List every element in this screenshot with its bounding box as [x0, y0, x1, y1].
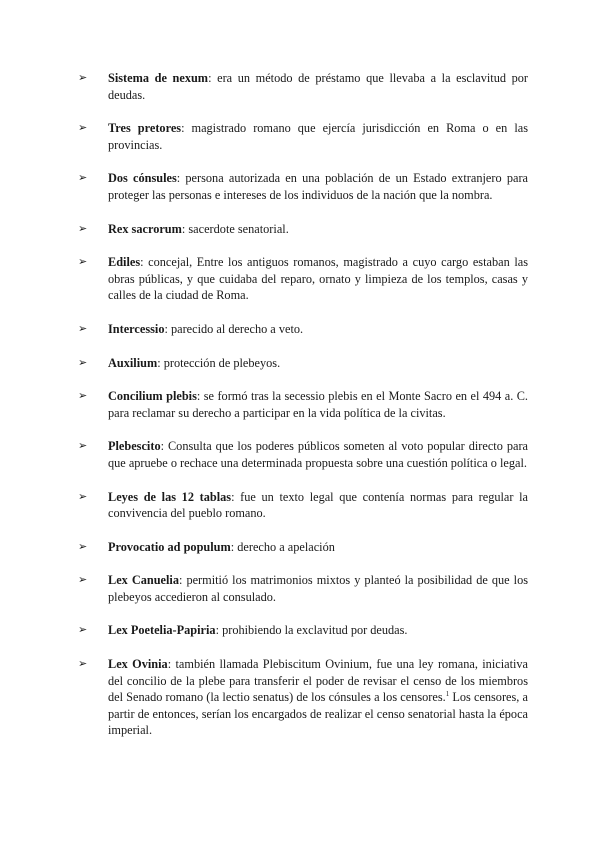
separator: : — [230, 539, 238, 554]
list-item — [78, 622, 528, 639]
arrow-bullet-icon: ➢ — [78, 171, 88, 185]
term: Auxilium — [108, 355, 158, 370]
separator: : — [176, 171, 186, 186]
separator: : — [179, 573, 187, 588]
list-item — [78, 539, 528, 556]
arrow-bullet-icon: ➢ — [78, 439, 88, 453]
list-item — [78, 321, 528, 338]
list-item — [78, 221, 528, 238]
term: Provocatio ad populum — [108, 539, 231, 554]
definition: se formó tras la secessio plebis en el Monte Sacro en el 494 a. C. para reclamar su derecho a participar en la vida política de la civitas. — [108, 389, 528, 420]
separator: : — [196, 389, 204, 404]
separator: : — [208, 71, 218, 85]
definition: magistrado romano que ejercía jurisdicción en Roma o en las provincias. — [108, 121, 528, 152]
arrow-bullet-icon: ➢ — [78, 321, 88, 335]
list-item — [78, 489, 528, 522]
separator: : — [181, 121, 192, 136]
definition: prohibiendo la exclavitud por deudas. — [222, 623, 408, 638]
definition: también llamada Plebiscitum Ovinium, fue una ley romana, iniciativa del concilio de la plebe para transferir el poder de revisar el censo de los miembros del Senado romano (la lectio senatus) de los cónsules a los censores. — [108, 657, 529, 705]
arrow-bullet-icon: ➢ — [78, 221, 88, 235]
separator: : — [164, 321, 171, 336]
separator: : — [157, 355, 164, 370]
definition: sacerdote senatorial. — [188, 221, 289, 236]
definition: protección de plebeyos. — [163, 355, 281, 370]
term: Lex Canuelia — [108, 573, 179, 588]
list-item — [78, 254, 528, 304]
separator: : — [140, 255, 149, 270]
term: Lex Ovinia — [108, 657, 168, 672]
list-item — [78, 388, 528, 421]
term: Ediles — [108, 255, 141, 270]
list-item — [78, 656, 528, 739]
list-item — [78, 355, 528, 372]
list-item — [78, 438, 528, 471]
separator: : — [160, 439, 168, 454]
definition: Consulta que los poderes públicos someten al voto popular directo para que apruebe o rechace una determinada propuesta sobre una cuestión política o legal. — [108, 439, 528, 470]
term: Concilium plebis — [108, 389, 197, 404]
term: Lex Poetelia-Papiria — [108, 623, 216, 638]
definition: era un método de préstamo que llevaba a la esclavitud por deudas. — [108, 71, 529, 102]
definition: concejal, Entre los antiguos romanos, magistrado a cuyo cargo estaban las obras públicas, y que cuidaba del reparo, ornato y limpieza de los templos, casas y calles de la ciudad de Roma. — [108, 255, 528, 303]
separator: : — [167, 657, 176, 672]
footnote-marker[interactable]: 1 — [445, 690, 450, 699]
term: Tres pretores — [108, 121, 182, 136]
arrow-bullet-icon: ➢ — [78, 657, 88, 671]
arrow-bullet-icon: ➢ — [78, 573, 88, 587]
arrow-bullet-icon: ➢ — [78, 489, 88, 503]
arrow-bullet-icon: ➢ — [78, 389, 88, 403]
definition: persona autorizada en una población de un Estado extranjero para proteger las personas e intereses de los individuos de la nación que la nombra. — [108, 171, 528, 202]
definition-continued: Los censores, a partir de entonces, serían los encargados de realizar el censo senatorial hasta la época imperial. — [108, 690, 528, 738]
definition: permitió los matrimonios mixtos y planteó la posibilidad de que los plebeyos accedieron al consulado. — [108, 573, 529, 604]
list-item — [78, 170, 528, 203]
list-item — [78, 572, 528, 605]
list-item — [78, 120, 528, 153]
glossary-list — [78, 70, 528, 756]
arrow-bullet-icon: ➢ — [78, 355, 88, 369]
separator: : — [231, 489, 241, 504]
arrow-bullet-icon: ➢ — [78, 71, 88, 84]
separator: : — [181, 221, 189, 236]
arrow-bullet-icon: ➢ — [78, 121, 88, 135]
term: Intercessio — [108, 321, 165, 336]
list-item — [78, 70, 528, 103]
arrow-bullet-icon: ➢ — [78, 623, 88, 637]
term: Sistema de nexum — [108, 71, 209, 85]
definition: parecido al derecho a veto. — [170, 321, 304, 336]
term: Rex sacrorum — [108, 221, 182, 236]
definition: fue un texto legal que contenía normas para regular la convivencia del pueblo romano. — [108, 489, 528, 521]
term: Leyes de las 12 tablas — [108, 489, 232, 504]
separator: : — [215, 623, 223, 638]
arrow-bullet-icon: ➢ — [78, 255, 88, 269]
arrow-bullet-icon: ➢ — [78, 539, 88, 553]
term: Dos cónsules — [108, 171, 177, 186]
definition: derecho a apelación — [237, 539, 335, 554]
term: Plebescito — [108, 439, 161, 454]
